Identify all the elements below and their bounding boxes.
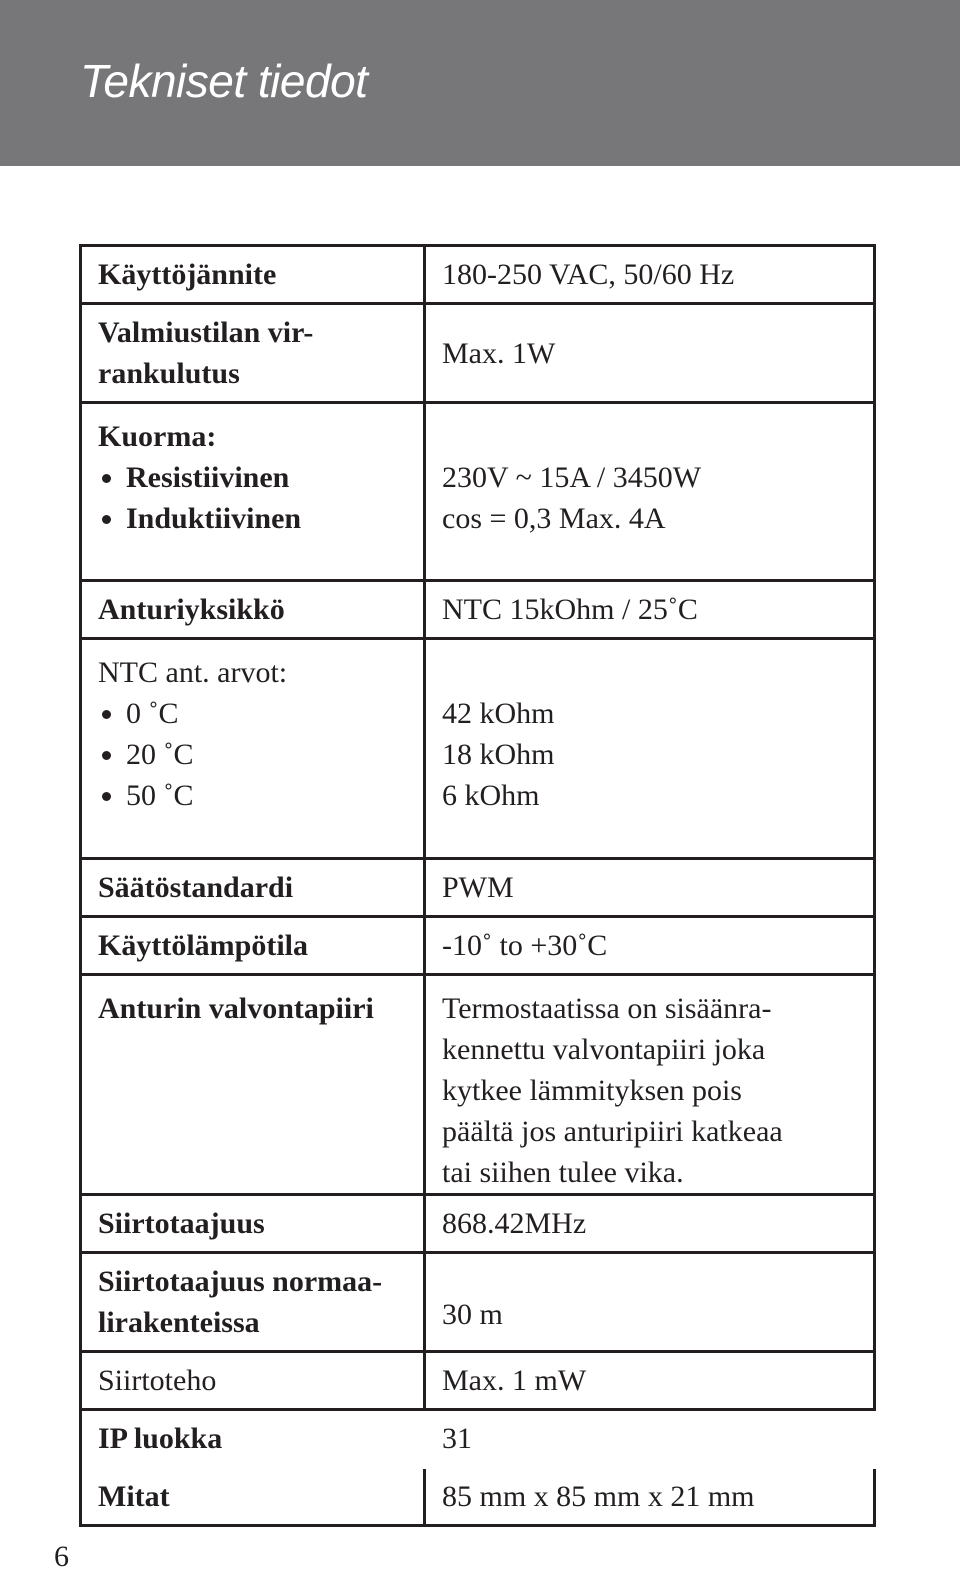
spec-value (425, 639, 875, 859)
bullet-list (98, 693, 407, 816)
spec-row-temp (81, 917, 875, 975)
spec-value-line: kytkee lämmityksen pois (442, 1074, 742, 1107)
spec-value-line: 18 kOhm (442, 738, 555, 771)
spec-value: 31 (442, 1422, 472, 1455)
spec-value: NTC 15kOhm / 25˚C (425, 581, 875, 639)
spec-row-dimensions (81, 1468, 875, 1526)
spec-label (81, 1253, 425, 1352)
spec-label-heading: Kuorma: (98, 420, 217, 453)
spec-value: Max. 1 mW (425, 1352, 875, 1410)
spec-value-line: tai siihen tulee vika. (442, 1156, 684, 1189)
spec-row-load (81, 403, 875, 581)
spec-row-control (81, 859, 875, 917)
spec-label (81, 403, 425, 581)
spec-label-line: rankulutus (98, 357, 240, 390)
spec-value-line: 230V ~ 15A / 3450W (442, 461, 702, 494)
spec-label: Käyttöjännite (81, 246, 425, 304)
spec-label-line: Valmiustilan vir- (98, 316, 314, 349)
spec-row-voltage (81, 246, 875, 304)
spec-value-line: cos = 0,3 Max. 4A (442, 502, 666, 535)
spec-row-monitor (81, 975, 875, 1195)
spec-label: Anturiyksikkö (81, 581, 425, 639)
bullet-item: Induktiivinen (98, 498, 407, 539)
spec-row-range (81, 1253, 875, 1352)
spec-label: Käyttölämpötila (81, 917, 425, 975)
spec-value (425, 975, 875, 1195)
spec-label-line: lirakenteissa (98, 1306, 260, 1339)
spec-label (81, 639, 425, 859)
spec-value: PWM (425, 859, 875, 917)
spec-value: -10˚ to +30˚C (425, 917, 875, 975)
spec-row-power (81, 1352, 875, 1410)
bullet-item: 0 ˚C (98, 693, 407, 734)
spec-row-sensor (81, 581, 875, 639)
bullet-item: 20 ˚C (98, 734, 407, 775)
spec-label: IP luokka (81, 1410, 425, 1468)
spec-label: Siirtotaajuus (81, 1195, 425, 1253)
bullet-item: Resistiivinen (98, 457, 407, 498)
spec-label: Anturin valvontapiiri (81, 975, 425, 1195)
spec-value: Max. 1W (425, 304, 875, 403)
spec-value: 180-250 VAC, 50/60 Hz (425, 246, 875, 304)
header-band (0, 0, 960, 166)
spec-value: 85 mm x 85 mm x 21 mm (425, 1468, 875, 1526)
spec-table (79, 244, 876, 1527)
spec-label: Säätöstandardi (81, 859, 425, 917)
spec-label: Mitat (81, 1468, 425, 1526)
spec-label-heading: NTC ant. arvot: (98, 656, 288, 689)
spec-value: 30 m (425, 1253, 875, 1352)
spec-label-line: Siirtotaajuus normaa- (98, 1265, 383, 1298)
page-title: Tekniset tiedot (80, 55, 368, 107)
spec-row-frequency (81, 1195, 875, 1253)
spec-label (81, 304, 425, 403)
spec-value-line: kennettu valvontapiiri joka (442, 1033, 766, 1066)
spec-value: 868.42MHz (425, 1195, 875, 1253)
page-number: 6 (54, 1540, 69, 1573)
bullet-list (98, 457, 407, 539)
spec-row-ip (81, 1410, 875, 1468)
spec-value-line: Termostaatissa on sisäänra- (442, 992, 772, 1025)
spec-label: Siirtoteho (81, 1352, 425, 1410)
spec-value-line: 6 kOhm (442, 779, 540, 812)
spec-value-line: päältä jos anturipiiri katkeaa (442, 1115, 783, 1148)
spec-row-standby (81, 304, 875, 403)
spec-value-line: 42 kOhm (442, 697, 555, 730)
spec-row-ntc (81, 639, 875, 859)
spec-value (425, 403, 875, 581)
bullet-item: 50 ˚C (98, 775, 407, 816)
